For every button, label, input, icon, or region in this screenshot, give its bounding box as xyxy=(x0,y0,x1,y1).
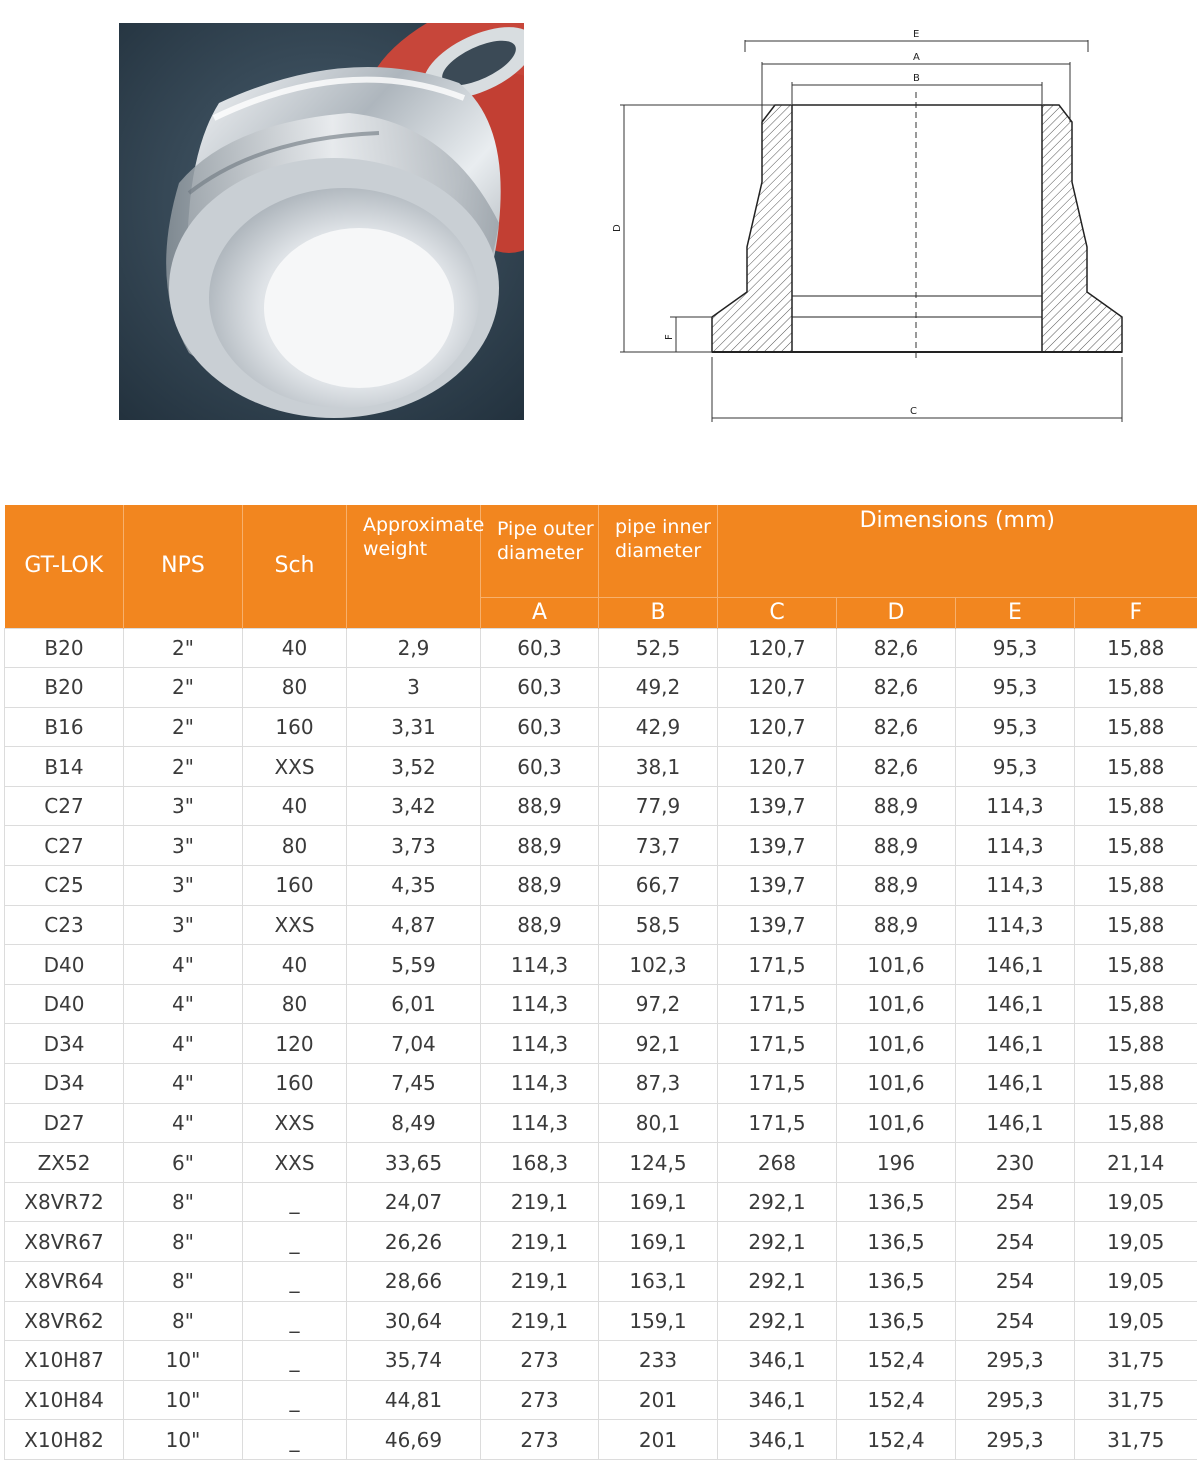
cell-gt-lok: D40 xyxy=(5,984,124,1024)
cell-weight: 35,74 xyxy=(347,1341,481,1381)
cell-nps: 8" xyxy=(124,1262,243,1302)
cell-d: 82,6 xyxy=(837,628,956,668)
header-pipe-outer-diameter: Pipe outer diameter xyxy=(481,505,599,597)
cell-gt-lok: X8VR72 xyxy=(5,1182,124,1222)
header-dimensions: Dimensions (mm) xyxy=(718,505,1197,597)
cell-sch: 40 xyxy=(243,786,347,826)
cell-c: 120,7 xyxy=(718,707,837,747)
table-row xyxy=(5,905,1197,945)
cell-c: 139,7 xyxy=(718,866,837,906)
cell-d: 136,5 xyxy=(837,1301,956,1341)
cell-f: 15,88 xyxy=(1075,945,1197,985)
subheader-e: E xyxy=(956,597,1075,628)
cell-c: 120,7 xyxy=(718,668,837,708)
cell-gt-lok: X10H84 xyxy=(5,1380,124,1420)
cell-weight: 7,45 xyxy=(347,1064,481,1104)
cell-c: 171,5 xyxy=(718,984,837,1024)
cell-sch: _ xyxy=(243,1380,347,1420)
stub-end-section-drawing xyxy=(610,22,1130,427)
cell-pipe-inner: 201 xyxy=(599,1420,718,1460)
cell-weight: 3,31 xyxy=(347,707,481,747)
cell-pipe-inner: 87,3 xyxy=(599,1064,718,1104)
cell-weight: 8,49 xyxy=(347,1103,481,1143)
cell-weight: 4,35 xyxy=(347,866,481,906)
cell-pipe-inner: 92,1 xyxy=(599,1024,718,1064)
cell-d: 136,5 xyxy=(837,1222,956,1262)
cell-c: 120,7 xyxy=(718,747,837,787)
cell-pipe-inner: 49,2 xyxy=(599,668,718,708)
cell-weight: 44,81 xyxy=(347,1380,481,1420)
header-nps: NPS xyxy=(124,505,243,628)
cell-f: 15,88 xyxy=(1075,1103,1197,1143)
dimensions-table xyxy=(4,505,1197,1460)
cell-c: 171,5 xyxy=(718,1103,837,1143)
cell-d: 101,6 xyxy=(837,1064,956,1104)
cell-c: 346,1 xyxy=(718,1420,837,1460)
cell-f: 31,75 xyxy=(1075,1380,1197,1420)
cell-nps: 4" xyxy=(124,1103,243,1143)
cell-nps: 3" xyxy=(124,905,243,945)
cell-pipe-outer: 219,1 xyxy=(481,1182,599,1222)
cell-sch: _ xyxy=(243,1262,347,1302)
cell-nps: 3" xyxy=(124,826,243,866)
cell-d: 152,4 xyxy=(837,1380,956,1420)
cell-c: 346,1 xyxy=(718,1380,837,1420)
cell-pipe-outer: 60,3 xyxy=(481,628,599,668)
table-row xyxy=(5,1420,1197,1460)
cell-d: 88,9 xyxy=(837,786,956,826)
table-row xyxy=(5,668,1197,708)
cell-nps: 10" xyxy=(124,1420,243,1460)
cell-f: 31,75 xyxy=(1075,1341,1197,1381)
table-row xyxy=(5,707,1197,747)
cell-d: 101,6 xyxy=(837,1024,956,1064)
cell-d: 136,5 xyxy=(837,1182,956,1222)
cell-sch: 160 xyxy=(243,866,347,906)
cell-weight: 3,73 xyxy=(347,826,481,866)
cell-pipe-inner: 97,2 xyxy=(599,984,718,1024)
cell-e: 114,3 xyxy=(956,905,1075,945)
cell-sch: XXS xyxy=(243,747,347,787)
cell-d: 82,6 xyxy=(837,747,956,787)
cell-nps: 2" xyxy=(124,747,243,787)
cell-e: 146,1 xyxy=(956,1103,1075,1143)
header-pipe-inner-diameter: pipe inner diameter xyxy=(599,505,718,597)
cell-pipe-inner: 163,1 xyxy=(599,1262,718,1302)
table-row xyxy=(5,984,1197,1024)
cell-gt-lok: X10H82 xyxy=(5,1420,124,1460)
cell-f: 15,88 xyxy=(1075,786,1197,826)
cell-c: 139,7 xyxy=(718,786,837,826)
cell-f: 15,88 xyxy=(1075,826,1197,866)
header-sch: Sch xyxy=(243,505,347,628)
dim-label-c: C xyxy=(910,406,917,417)
cell-e: 254 xyxy=(956,1262,1075,1302)
cell-gt-lok: D27 xyxy=(5,1103,124,1143)
cell-weight: 6,01 xyxy=(347,984,481,1024)
cell-d: 101,6 xyxy=(837,984,956,1024)
cell-sch: _ xyxy=(243,1222,347,1262)
cell-c: 120,7 xyxy=(718,628,837,668)
cell-sch: _ xyxy=(243,1301,347,1341)
cell-d: 136,5 xyxy=(837,1262,956,1302)
cell-sch: _ xyxy=(243,1420,347,1460)
cell-gt-lok: B20 xyxy=(5,668,124,708)
cell-f: 15,88 xyxy=(1075,747,1197,787)
cell-gt-lok: D34 xyxy=(5,1024,124,1064)
cell-d: 196 xyxy=(837,1143,956,1183)
cell-nps: 3" xyxy=(124,866,243,906)
cell-f: 15,88 xyxy=(1075,1024,1197,1064)
cell-pipe-outer: 168,3 xyxy=(481,1143,599,1183)
cell-e: 295,3 xyxy=(956,1420,1075,1460)
cell-e: 254 xyxy=(956,1222,1075,1262)
subheader-a: A xyxy=(481,597,599,628)
cell-pipe-outer: 114,3 xyxy=(481,1103,599,1143)
cell-nps: 3" xyxy=(124,786,243,826)
cell-pipe-outer: 114,3 xyxy=(481,1064,599,1104)
cell-weight: 46,69 xyxy=(347,1420,481,1460)
cell-c: 171,5 xyxy=(718,1064,837,1104)
cell-pipe-inner: 201 xyxy=(599,1380,718,1420)
cell-nps: 4" xyxy=(124,984,243,1024)
cell-pipe-inner: 159,1 xyxy=(599,1301,718,1341)
cell-e: 114,3 xyxy=(956,786,1075,826)
cell-c: 292,1 xyxy=(718,1262,837,1302)
cell-pipe-inner: 169,1 xyxy=(599,1182,718,1222)
cell-c: 171,5 xyxy=(718,945,837,985)
cell-c: 171,5 xyxy=(718,1024,837,1064)
table-row xyxy=(5,628,1197,668)
cell-c: 139,7 xyxy=(718,905,837,945)
product-photo xyxy=(119,23,524,420)
cell-sch: _ xyxy=(243,1341,347,1381)
cell-pipe-inner: 124,5 xyxy=(599,1143,718,1183)
cell-sch: 80 xyxy=(243,826,347,866)
cell-pipe-inner: 169,1 xyxy=(599,1222,718,1262)
cell-c: 292,1 xyxy=(718,1182,837,1222)
cell-gt-lok: C27 xyxy=(5,826,124,866)
subheader-c: C xyxy=(718,597,837,628)
cell-f: 31,75 xyxy=(1075,1420,1197,1460)
cell-e: 95,3 xyxy=(956,628,1075,668)
cell-pipe-outer: 88,9 xyxy=(481,786,599,826)
cell-pipe-outer: 88,9 xyxy=(481,826,599,866)
cell-pipe-outer: 114,3 xyxy=(481,1024,599,1064)
cell-e: 254 xyxy=(956,1182,1075,1222)
table-row xyxy=(5,1262,1197,1302)
table-row xyxy=(5,1341,1197,1381)
table-row xyxy=(5,866,1197,906)
cell-gt-lok: X8VR64 xyxy=(5,1262,124,1302)
cell-sch: 80 xyxy=(243,984,347,1024)
cell-e: 114,3 xyxy=(956,826,1075,866)
table-row xyxy=(5,747,1197,787)
cell-e: 146,1 xyxy=(956,1064,1075,1104)
cell-f: 15,88 xyxy=(1075,866,1197,906)
table-row xyxy=(5,1380,1197,1420)
table-row xyxy=(5,1222,1197,1262)
cell-pipe-inner: 38,1 xyxy=(599,747,718,787)
cell-nps: 2" xyxy=(124,707,243,747)
subheader-f: F xyxy=(1075,597,1197,628)
table-row xyxy=(5,1143,1197,1183)
cell-nps: 4" xyxy=(124,1064,243,1104)
table-body xyxy=(5,628,1197,1459)
cell-pipe-inner: 102,3 xyxy=(599,945,718,985)
cell-d: 152,4 xyxy=(837,1420,956,1460)
cell-gt-lok: D34 xyxy=(5,1064,124,1104)
cell-weight: 2,9 xyxy=(347,628,481,668)
cell-c: 292,1 xyxy=(718,1301,837,1341)
cell-weight: 26,26 xyxy=(347,1222,481,1262)
cell-e: 114,3 xyxy=(956,866,1075,906)
cell-d: 101,6 xyxy=(837,945,956,985)
cell-gt-lok: B14 xyxy=(5,747,124,787)
table-row xyxy=(5,826,1197,866)
cell-sch: 160 xyxy=(243,707,347,747)
technical-drawing xyxy=(610,22,1130,427)
cell-pipe-inner: 77,9 xyxy=(599,786,718,826)
cell-pipe-outer: 273 xyxy=(481,1420,599,1460)
cell-gt-lok: ZX52 xyxy=(5,1143,124,1183)
cell-pipe-inner: 52,5 xyxy=(599,628,718,668)
cell-gt-lok: B20 xyxy=(5,628,124,668)
subheader-d: D xyxy=(837,597,956,628)
cell-f: 15,88 xyxy=(1075,905,1197,945)
stub-end-photo xyxy=(119,23,524,420)
table-row xyxy=(5,786,1197,826)
cell-sch: 40 xyxy=(243,945,347,985)
cell-e: 146,1 xyxy=(956,1024,1075,1064)
table-header xyxy=(5,505,1197,628)
cell-pipe-outer: 219,1 xyxy=(481,1301,599,1341)
cell-e: 95,3 xyxy=(956,668,1075,708)
cell-pipe-outer: 88,9 xyxy=(481,905,599,945)
cell-d: 88,9 xyxy=(837,826,956,866)
table-row xyxy=(5,1103,1197,1143)
cell-f: 19,05 xyxy=(1075,1262,1197,1302)
cell-e: 254 xyxy=(956,1301,1075,1341)
cell-nps: 6" xyxy=(124,1143,243,1183)
cell-nps: 10" xyxy=(124,1380,243,1420)
cell-c: 292,1 xyxy=(718,1222,837,1262)
cell-e: 230 xyxy=(956,1143,1075,1183)
cell-nps: 2" xyxy=(124,668,243,708)
cell-f: 15,88 xyxy=(1075,707,1197,747)
cell-e: 146,1 xyxy=(956,984,1075,1024)
cell-f: 19,05 xyxy=(1075,1222,1197,1262)
table-row xyxy=(5,1301,1197,1341)
cell-c: 268 xyxy=(718,1143,837,1183)
table-row xyxy=(5,1024,1197,1064)
cell-gt-lok: X8VR62 xyxy=(5,1301,124,1341)
cell-weight: 3,52 xyxy=(347,747,481,787)
cell-gt-lok: C23 xyxy=(5,905,124,945)
cell-weight: 3,42 xyxy=(347,786,481,826)
dim-label-e: E xyxy=(913,29,920,40)
cell-sch: 120 xyxy=(243,1024,347,1064)
cell-pipe-outer: 273 xyxy=(481,1341,599,1381)
cell-f: 15,88 xyxy=(1075,1064,1197,1104)
cell-e: 95,3 xyxy=(956,707,1075,747)
cell-gt-lok: C25 xyxy=(5,866,124,906)
cell-nps: 4" xyxy=(124,945,243,985)
table-row xyxy=(5,945,1197,985)
cell-e: 295,3 xyxy=(956,1380,1075,1420)
cell-c: 346,1 xyxy=(718,1341,837,1381)
cell-gt-lok: X10H87 xyxy=(5,1341,124,1381)
cell-sch: 160 xyxy=(243,1064,347,1104)
cell-pipe-outer: 273 xyxy=(481,1380,599,1420)
cell-f: 15,88 xyxy=(1075,628,1197,668)
cell-d: 88,9 xyxy=(837,866,956,906)
subheader-b: B xyxy=(599,597,718,628)
cell-e: 95,3 xyxy=(956,747,1075,787)
cell-nps: 8" xyxy=(124,1301,243,1341)
cell-d: 82,6 xyxy=(837,707,956,747)
cell-weight: 7,04 xyxy=(347,1024,481,1064)
cell-d: 82,6 xyxy=(837,668,956,708)
cell-sch: _ xyxy=(243,1182,347,1222)
cell-weight: 28,66 xyxy=(347,1262,481,1302)
cell-d: 101,6 xyxy=(837,1103,956,1143)
cell-sch: XXS xyxy=(243,1103,347,1143)
cell-nps: 2" xyxy=(124,628,243,668)
cell-pipe-outer: 60,3 xyxy=(481,747,599,787)
cell-d: 88,9 xyxy=(837,905,956,945)
cell-pipe-outer: 88,9 xyxy=(481,866,599,906)
cell-weight: 24,07 xyxy=(347,1182,481,1222)
cell-nps: 4" xyxy=(124,1024,243,1064)
cell-weight: 4,87 xyxy=(347,905,481,945)
table-row xyxy=(5,1064,1197,1104)
cell-weight: 30,64 xyxy=(347,1301,481,1341)
dim-label-f: F xyxy=(664,334,675,340)
cell-pipe-outer: 219,1 xyxy=(481,1222,599,1262)
cell-weight: 3 xyxy=(347,668,481,708)
cell-sch: XXS xyxy=(243,905,347,945)
cell-nps: 8" xyxy=(124,1222,243,1262)
cell-pipe-inner: 233 xyxy=(599,1341,718,1381)
cell-pipe-inner: 58,5 xyxy=(599,905,718,945)
cell-e: 146,1 xyxy=(956,945,1075,985)
cell-weight: 33,65 xyxy=(347,1143,481,1183)
cell-d: 152,4 xyxy=(837,1341,956,1381)
cell-pipe-inner: 73,7 xyxy=(599,826,718,866)
cell-pipe-outer: 114,3 xyxy=(481,984,599,1024)
header-gt-lok: GT-LOK xyxy=(5,505,124,628)
cell-pipe-inner: 42,9 xyxy=(599,707,718,747)
cell-pipe-outer: 60,3 xyxy=(481,668,599,708)
cell-f: 15,88 xyxy=(1075,668,1197,708)
cell-weight: 5,59 xyxy=(347,945,481,985)
cell-nps: 10" xyxy=(124,1341,243,1381)
cell-pipe-outer: 219,1 xyxy=(481,1262,599,1302)
dim-label-b: B xyxy=(913,73,920,84)
cell-e: 295,3 xyxy=(956,1341,1075,1381)
cell-sch: 40 xyxy=(243,628,347,668)
cell-f: 15,88 xyxy=(1075,984,1197,1024)
cell-gt-lok: X8VR67 xyxy=(5,1222,124,1262)
header-approximate-weight: Approximate weight xyxy=(347,505,481,628)
cell-pipe-outer: 60,3 xyxy=(481,707,599,747)
table-row xyxy=(5,1182,1197,1222)
cell-nps: 8" xyxy=(124,1182,243,1222)
cell-c: 139,7 xyxy=(718,826,837,866)
cell-gt-lok: C27 xyxy=(5,786,124,826)
cell-sch: 80 xyxy=(243,668,347,708)
cell-f: 21,14 xyxy=(1075,1143,1197,1183)
cell-pipe-outer: 114,3 xyxy=(481,945,599,985)
cell-gt-lok: D40 xyxy=(5,945,124,985)
cell-f: 19,05 xyxy=(1075,1182,1197,1222)
cell-gt-lok: B16 xyxy=(5,707,124,747)
cell-pipe-inner: 66,7 xyxy=(599,866,718,906)
cell-sch: XXS xyxy=(243,1143,347,1183)
dim-label-d: D xyxy=(612,224,623,232)
cell-f: 19,05 xyxy=(1075,1301,1197,1341)
cell-pipe-inner: 80,1 xyxy=(599,1103,718,1143)
dim-label-a: A xyxy=(913,52,920,63)
